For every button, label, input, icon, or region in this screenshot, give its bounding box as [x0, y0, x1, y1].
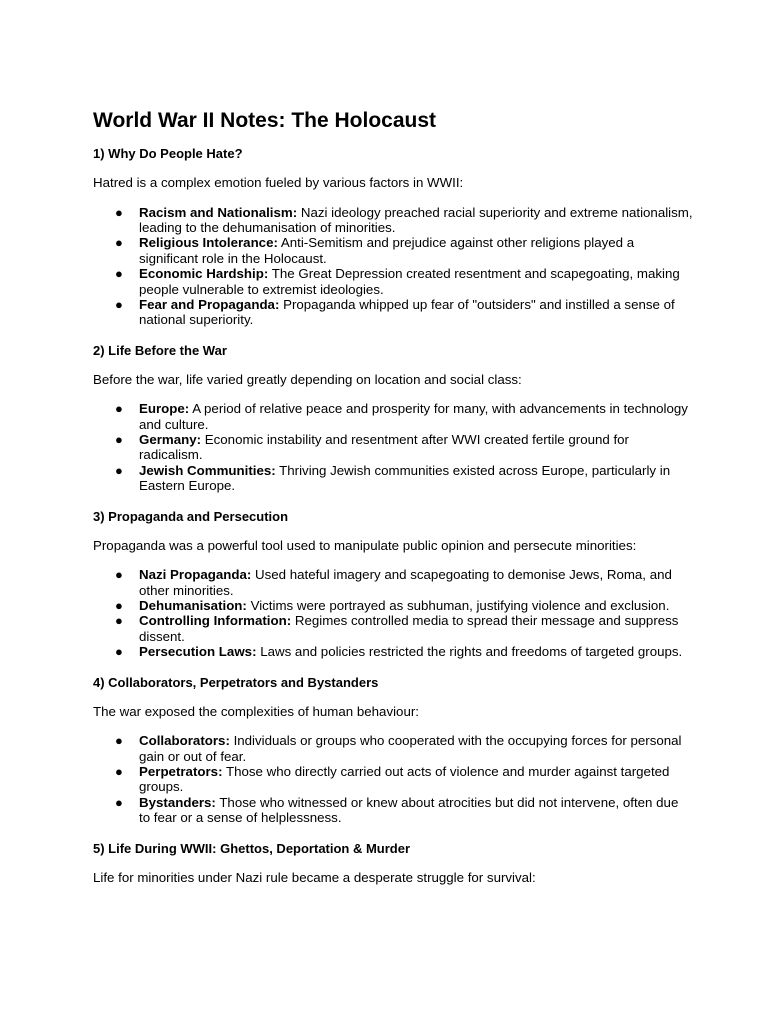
bullet-icon: ● [115, 204, 123, 220]
list-item [93, 733, 693, 764]
bullet-icon: ● [115, 644, 123, 660]
section-heading: 2) Life Before the War [93, 342, 227, 358]
bullet-icon: ● [115, 432, 123, 448]
item-term: Perpetrators: [139, 763, 223, 779]
item-text: Used hateful imagery and scapegoating to demonise Jews, Roma, and other minorities. [139, 567, 672, 598]
item-text: Regimes controlled media to spread their message and suppress dissent. [139, 613, 679, 644]
document-body [93, 106, 693, 899]
bullet-list [93, 401, 693, 493]
bullet-icon: ● [115, 613, 123, 629]
item-term: Religious Intolerance: [139, 235, 278, 251]
item-text: Individuals or groups who cooperated with the occupying forces for personal gain or out of fear. [139, 733, 682, 764]
item-term: Dehumanisation: [139, 598, 247, 613]
section-intro: Hatred is a complex emotion fueled by various factors in WWII: [93, 175, 464, 190]
bullet-icon: ● [115, 733, 123, 749]
section-intro: Propaganda was a powerful tool used to manipulate public opinion and persecute minorities: [93, 537, 637, 553]
item-text: The Great Depression created resentment and scapegoating, making people vulnerable to extremist ideologies. [139, 266, 680, 297]
section-heading: 4) Collaborators, Perpetrators and Bystanders [93, 674, 379, 690]
item-text: Nazi ideology preached racial superiority and extreme nationalism, leading to the dehumanisation of minorities. [139, 204, 693, 235]
list-item [93, 401, 693, 432]
list-item [93, 613, 693, 644]
item-term: Collaborators: [139, 733, 230, 749]
item-term: Persecution Laws: [139, 644, 257, 660]
bullet-icon: ● [115, 598, 123, 613]
list-item [93, 297, 693, 328]
item-term: Nazi Propaganda: [139, 567, 252, 583]
list-item [93, 463, 693, 494]
bullet-icon: ● [115, 266, 123, 282]
item-text: A period of relative peace and prosperity for many, with advancements in technology and culture. [139, 401, 688, 432]
bullet-list [93, 733, 693, 825]
item-text: Propaganda whipped up fear of "outsiders" and instilled a sense of national superiority. [139, 296, 675, 328]
list-item [93, 567, 693, 598]
bullet-icon: ● [115, 235, 123, 251]
item-text: Laws and policies restricted the rights and freedoms of targeted groups. [256, 644, 683, 660]
item-term: Bystanders: [139, 794, 216, 810]
list-item [93, 235, 693, 266]
list-item [93, 432, 693, 463]
item-term: Economic Hardship: [139, 266, 269, 282]
item-text: Anti-Semitism and prejudice against other religions played a significant role in the Holocaust. [139, 235, 635, 266]
page-title: World War II Notes: The Holocaust [93, 109, 437, 132]
item-term: Fear and Propaganda: [139, 296, 280, 312]
bullet-icon: ● [115, 794, 123, 810]
list-item [93, 205, 693, 236]
item-text: Victims were portrayed as subhuman, justifying violence and exclusion. [246, 598, 670, 613]
section-heading: 3) Propaganda and Persecution [93, 508, 289, 524]
list-item [93, 764, 693, 795]
list-item [93, 598, 693, 613]
bullet-icon: ● [115, 567, 123, 583]
bullet-list [93, 205, 693, 328]
list-item [93, 266, 693, 297]
item-text: Economic instability and resentment after WWI created fertile ground for radicalism. [139, 432, 629, 463]
item-term: Europe: [139, 401, 190, 417]
bullet-icon: ● [115, 401, 123, 417]
item-term: Controlling Information: [139, 613, 292, 629]
item-text: Those who directly carried out acts of violence and murder against targeted groups. [139, 763, 670, 795]
section-intro: Before the war, life varied greatly depending on location and social class: [93, 371, 522, 387]
section-heading: 5) Life During WWII: Ghettos, Deportation & Murder [93, 840, 411, 856]
item-term: Racism and Nationalism: [139, 204, 298, 220]
item-term: Germany: [139, 432, 202, 448]
list-item [93, 644, 693, 659]
item-text: Thriving Jewish communities existed across Europe, particularly in Eastern Europe. [139, 462, 671, 494]
item-text: Those who witnessed or knew about atrocities but did not intervene, often due to fear or a sense of helplessness. [139, 794, 679, 826]
bullet-icon: ● [115, 462, 123, 478]
bullet-icon: ● [115, 296, 123, 312]
item-term: Jewish Communities: [139, 462, 276, 478]
section-intro: The war exposed the complexities of human behaviour: [93, 703, 419, 719]
section-heading: 1) Why Do People Hate? [93, 146, 243, 161]
list-item [93, 795, 693, 826]
bullet-list [93, 567, 693, 659]
bullet-icon: ● [115, 763, 123, 779]
section-intro: Life for minorities under Nazi rule became a desperate struggle for survival: [93, 869, 536, 885]
